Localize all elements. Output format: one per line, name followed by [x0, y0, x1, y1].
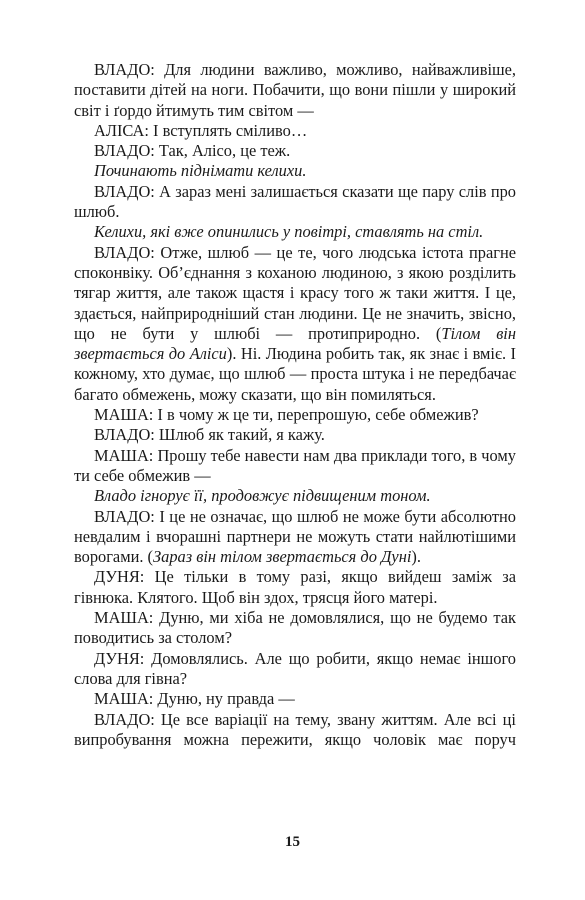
page-text	[74, 60, 516, 750]
paragraph	[74, 507, 516, 568]
stage-direction: Владо ігнорує її, продовжує підвищеним тоном.	[94, 486, 431, 506]
stage-direction: Тілом він звертається до Аліси	[74, 323, 516, 364]
text-segment: МАША: І в чому ж це ти, перепрошую, себе обмежив?	[94, 405, 479, 425]
text-segment: АЛІСА: І вступлять сміливо…	[94, 120, 308, 140]
text-segment: МАША: Дуню, ми хіба не домовлялися, що не будемо так поводитись за столом?	[74, 608, 516, 648]
paragraph	[74, 567, 516, 608]
paragraph	[74, 405, 516, 425]
paragraph	[74, 121, 516, 141]
stage-direction: Зараз він тілом звертається до Дуні	[153, 547, 412, 567]
paragraph	[74, 60, 516, 121]
text-segment: МАША: Дуню, ну правда —	[94, 689, 295, 709]
text-segment: ВЛАДО: Отже, шлюб — це те, чого людська істота прагне споконвіку. Об’єднання з коханою людиною, з якою розділить тягар життя, але також щастя і красу того ж таки життя. І це, здається, найприродніший стан людини. Це не значить, звісно, що не бути у шлюбі — протиприродно. (	[74, 242, 516, 343]
paragraph	[74, 486, 516, 506]
paragraph	[74, 446, 516, 487]
stage-direction: Келихи, які вже опинились у повітрі, ставлять на стіл.	[94, 222, 484, 242]
text-segment: ВЛАДО: Для людини важливо, можливо, найважливіше, поставити дітей на ноги. Побачити, що вони пішли у широкий світ і ґордо йтимуть тим світом —	[74, 60, 516, 120]
text-segment: ДУНЯ: Це тільки в тому разі, якщо вийдеш заміж за гівнюка. Клятого. Щоб він здох, трясця його матері.	[74, 567, 516, 607]
text-segment: ).	[411, 547, 421, 567]
paragraph	[74, 608, 516, 649]
paragraph	[74, 222, 516, 242]
text-segment: ВЛАДО: Це все варіації на тему, звану життям. Але всі ці випробування можна пережити, якщо чоловік має поруч	[74, 709, 516, 749]
text-segment: ). Ні. Людина робить так, як знає і вміє. І кожному, хто думає, що шлюб — проста штука і не передбачає багато обмежень, можу сказати, що він помиляться.	[74, 344, 516, 404]
paragraph	[74, 182, 516, 223]
page-number: 15	[285, 834, 300, 850]
stage-direction: Починають піднімати келихи.	[94, 161, 307, 181]
paragraph	[74, 649, 516, 690]
paragraph	[74, 710, 516, 751]
paragraph	[74, 689, 516, 709]
text-segment: ДУНЯ: Домовлялись. Але що робити, якщо немає іншого слова для гівна?	[74, 648, 516, 688]
text-segment: ВЛАДО: А зараз мені залишається сказати ще пару слів про шлюб.	[74, 181, 516, 222]
text-segment: МАША: Прошу тебе навести нам два приклади того, в чому ти себе обмежив —	[74, 445, 516, 485]
text-segment: ВЛАДО: І це не означає, що шлюб не може бути абсолютно невдалим і вчорашні партнери не можуть стати найлютішими ворогами. (	[74, 506, 516, 567]
text-segment: ВЛАДО: Так, Алісо, це теж.	[94, 141, 291, 161]
paragraph	[74, 425, 516, 445]
paragraph	[74, 141, 516, 161]
text-segment: ВЛАДО: Шлюб як такий, я кажу.	[94, 425, 325, 445]
paragraph	[74, 243, 516, 405]
paragraph	[74, 161, 516, 181]
